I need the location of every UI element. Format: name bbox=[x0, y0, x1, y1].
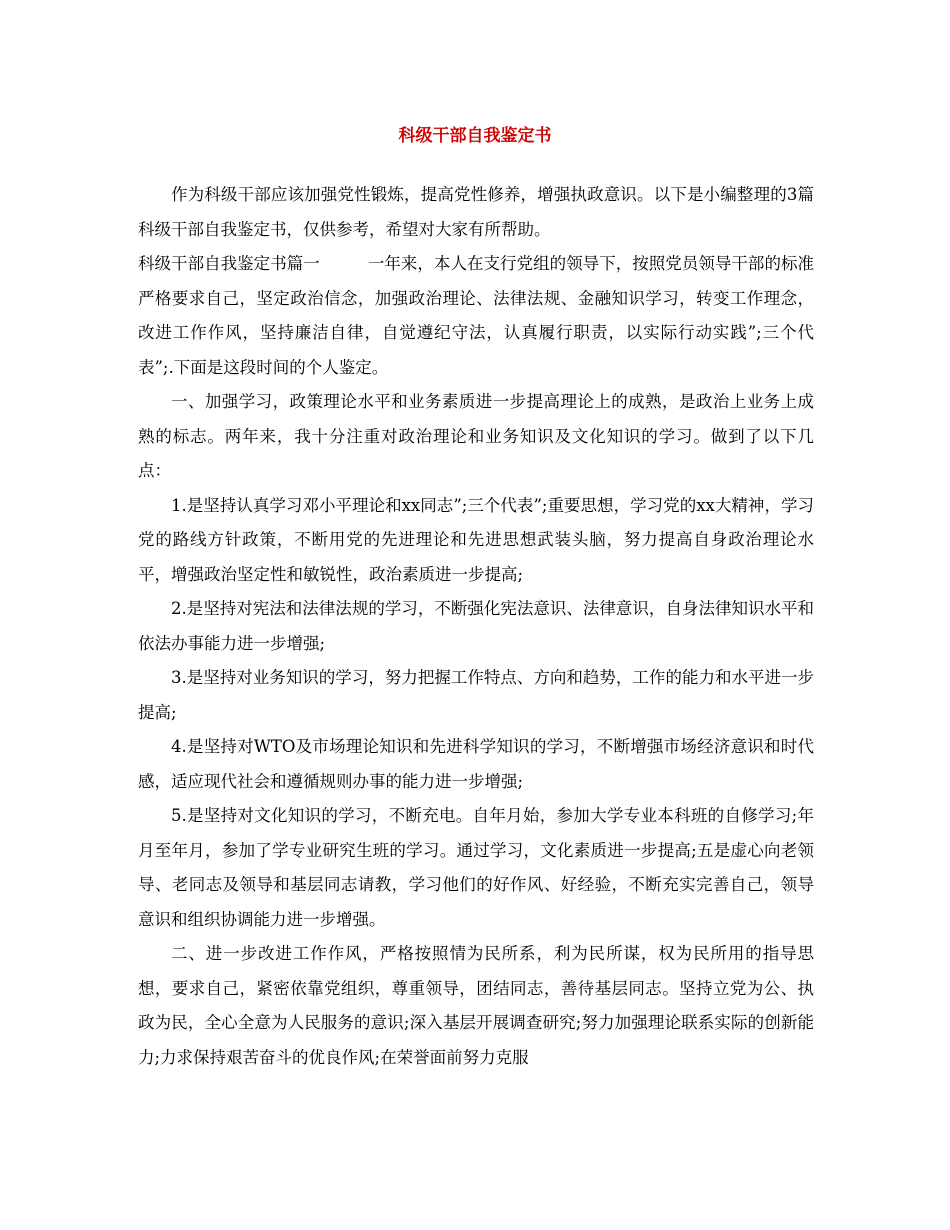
section-one-body: 一年来，本人在支行党组的领导下，按照党员领导干部的标准严格要求自己，坚定政治信念，加强政治理论、法律法规、金融知识学习，转变工作理念，改进工作作风，坚持廉洁自律，自觉遵纪守法，认真履行职责，以实际行动实践”;三个代表”;.下面是这段时间的个人鉴定。 bbox=[138, 254, 815, 377]
section-one-heading: 科级干部自我鉴定书篇一 bbox=[138, 254, 320, 273]
list-item-3: 3.是坚持对业务知识的学习，努力把握工作特点、方向和趋势，工作的能力和水平进一步提高; bbox=[138, 668, 814, 722]
list-item-4: 4.是坚持对WTO及市场理论知识和先进科学知识的学习，不断增强市场经济意识和时代感，适应现代社会和遵循规则办事的能力进一步增强; bbox=[138, 737, 814, 791]
part-two-paragraph: 二、进一步改进工作作风，严格按照情为民所系，利为民所谋，权为民所用的指导思想，要求自己，紧密依靠党组织，尊重领导，团结同志，善待基层同志。坚持立党为公、执政为民，全心全意为人民服务的意识;深入基层开展调查研究;努力加强理论联系实际的创新能力;力求保持艰苦奋斗的优良作风;在荣誉面前努力克服 bbox=[138, 944, 814, 1067]
list-item-5: 5.是坚持对文化知识的学习，不断充电。自年月始，参加大学专业本科班的自修学习;年月至年月，参加了学专业研究生班的学习。通过学习，文化素质进一步提高;五是虚心向老领导、老同志及领导和基层同志请教，学习他们的好作风、好经验，不断充实完善自己，领导意识和组织协调能力进一步增强。 bbox=[138, 806, 814, 929]
section-one-paragraph bbox=[138, 247, 814, 385]
intro-paragraph: 作为科级干部应该加强党性锻炼，提高党性修养，增强执政意识。以下是小编整理的3篇科级干部自我鉴定书，仅供参考，希望对大家有所帮助。 bbox=[138, 185, 814, 239]
list-item-1: 1.是坚持认真学习邓小平理论和xx同志”;三个代表”;重要思想，学习党的xx大精神，学习党的路线方针政策，不断用党的先进理论和先进思想武装头脑，努力提高自身政治理论水平，增强政治坚定性和敏锐性，政治素质进一步提高; bbox=[138, 495, 814, 584]
document-body bbox=[138, 178, 814, 1075]
document-title: 科级干部自我鉴定书 bbox=[398, 126, 552, 146]
part-one-paragraph: 一、加强学习，政策理论水平和业务素质进一步提高理论上的成熟，是政治上业务上成熟的标志。两年来，我十分注重对政治理论和业务知识及文化知识的学习。做到了以下几点： bbox=[138, 392, 814, 480]
list-item-2: 2.是坚持对宪法和法律法规的学习，不断强化宪法意识、法律意识，自身法律知识水平和依法办事能力进一步增强; bbox=[138, 599, 814, 653]
